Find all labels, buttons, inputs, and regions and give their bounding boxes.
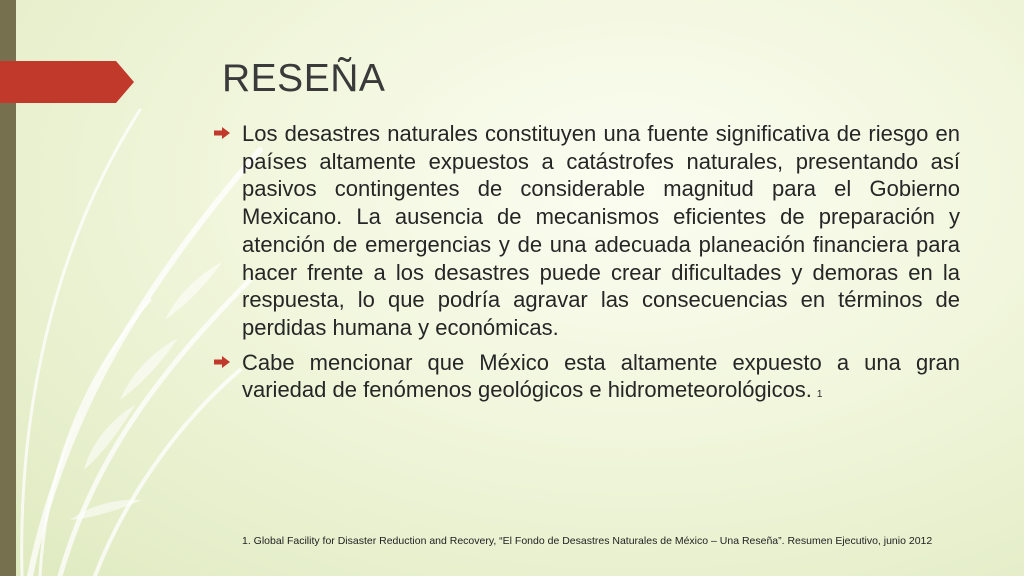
bullet-list [214,120,960,416]
arrow-bullet-icon [214,127,230,139]
bullet-item [214,120,960,342]
bullet-item [214,349,960,409]
footnote-reference: 1 [816,389,823,401]
bullet-text [242,349,960,409]
slide-title: RESEÑA [222,57,386,100]
footnote: 1. Global Facility for Disaster Reduction and Recovery, “El Fondo de Desastres Naturales de México – Una Reseña”. Resumen Ejecutivo, junio 2012 [242,535,933,547]
bullet-text: Los desastres naturales constituyen una fuente significativa de riesgo en países altamente expuestos a catástrofes naturales, presentando así pasivos contingentes de considerable magnitud para el Gobierno Mexicano. La ausencia de mecanismos eficientes de preparación y atención de emergencias y de una adecuada planeación financiera para hacer frente a los desastres puede crear dificultades y demoras en la respuesta, lo que podría agravar las consecuencias en términos de perdidas humana y económicas. [242,121,960,340]
arrow-bullet-icon [214,356,230,368]
bullet-text-body: Cabe mencionar que México esta altamente expuesto a una gran variedad de fenómenos geológicos e hidrometeorológicos. [242,349,960,403]
red-arrow-tab-icon [0,61,134,103]
